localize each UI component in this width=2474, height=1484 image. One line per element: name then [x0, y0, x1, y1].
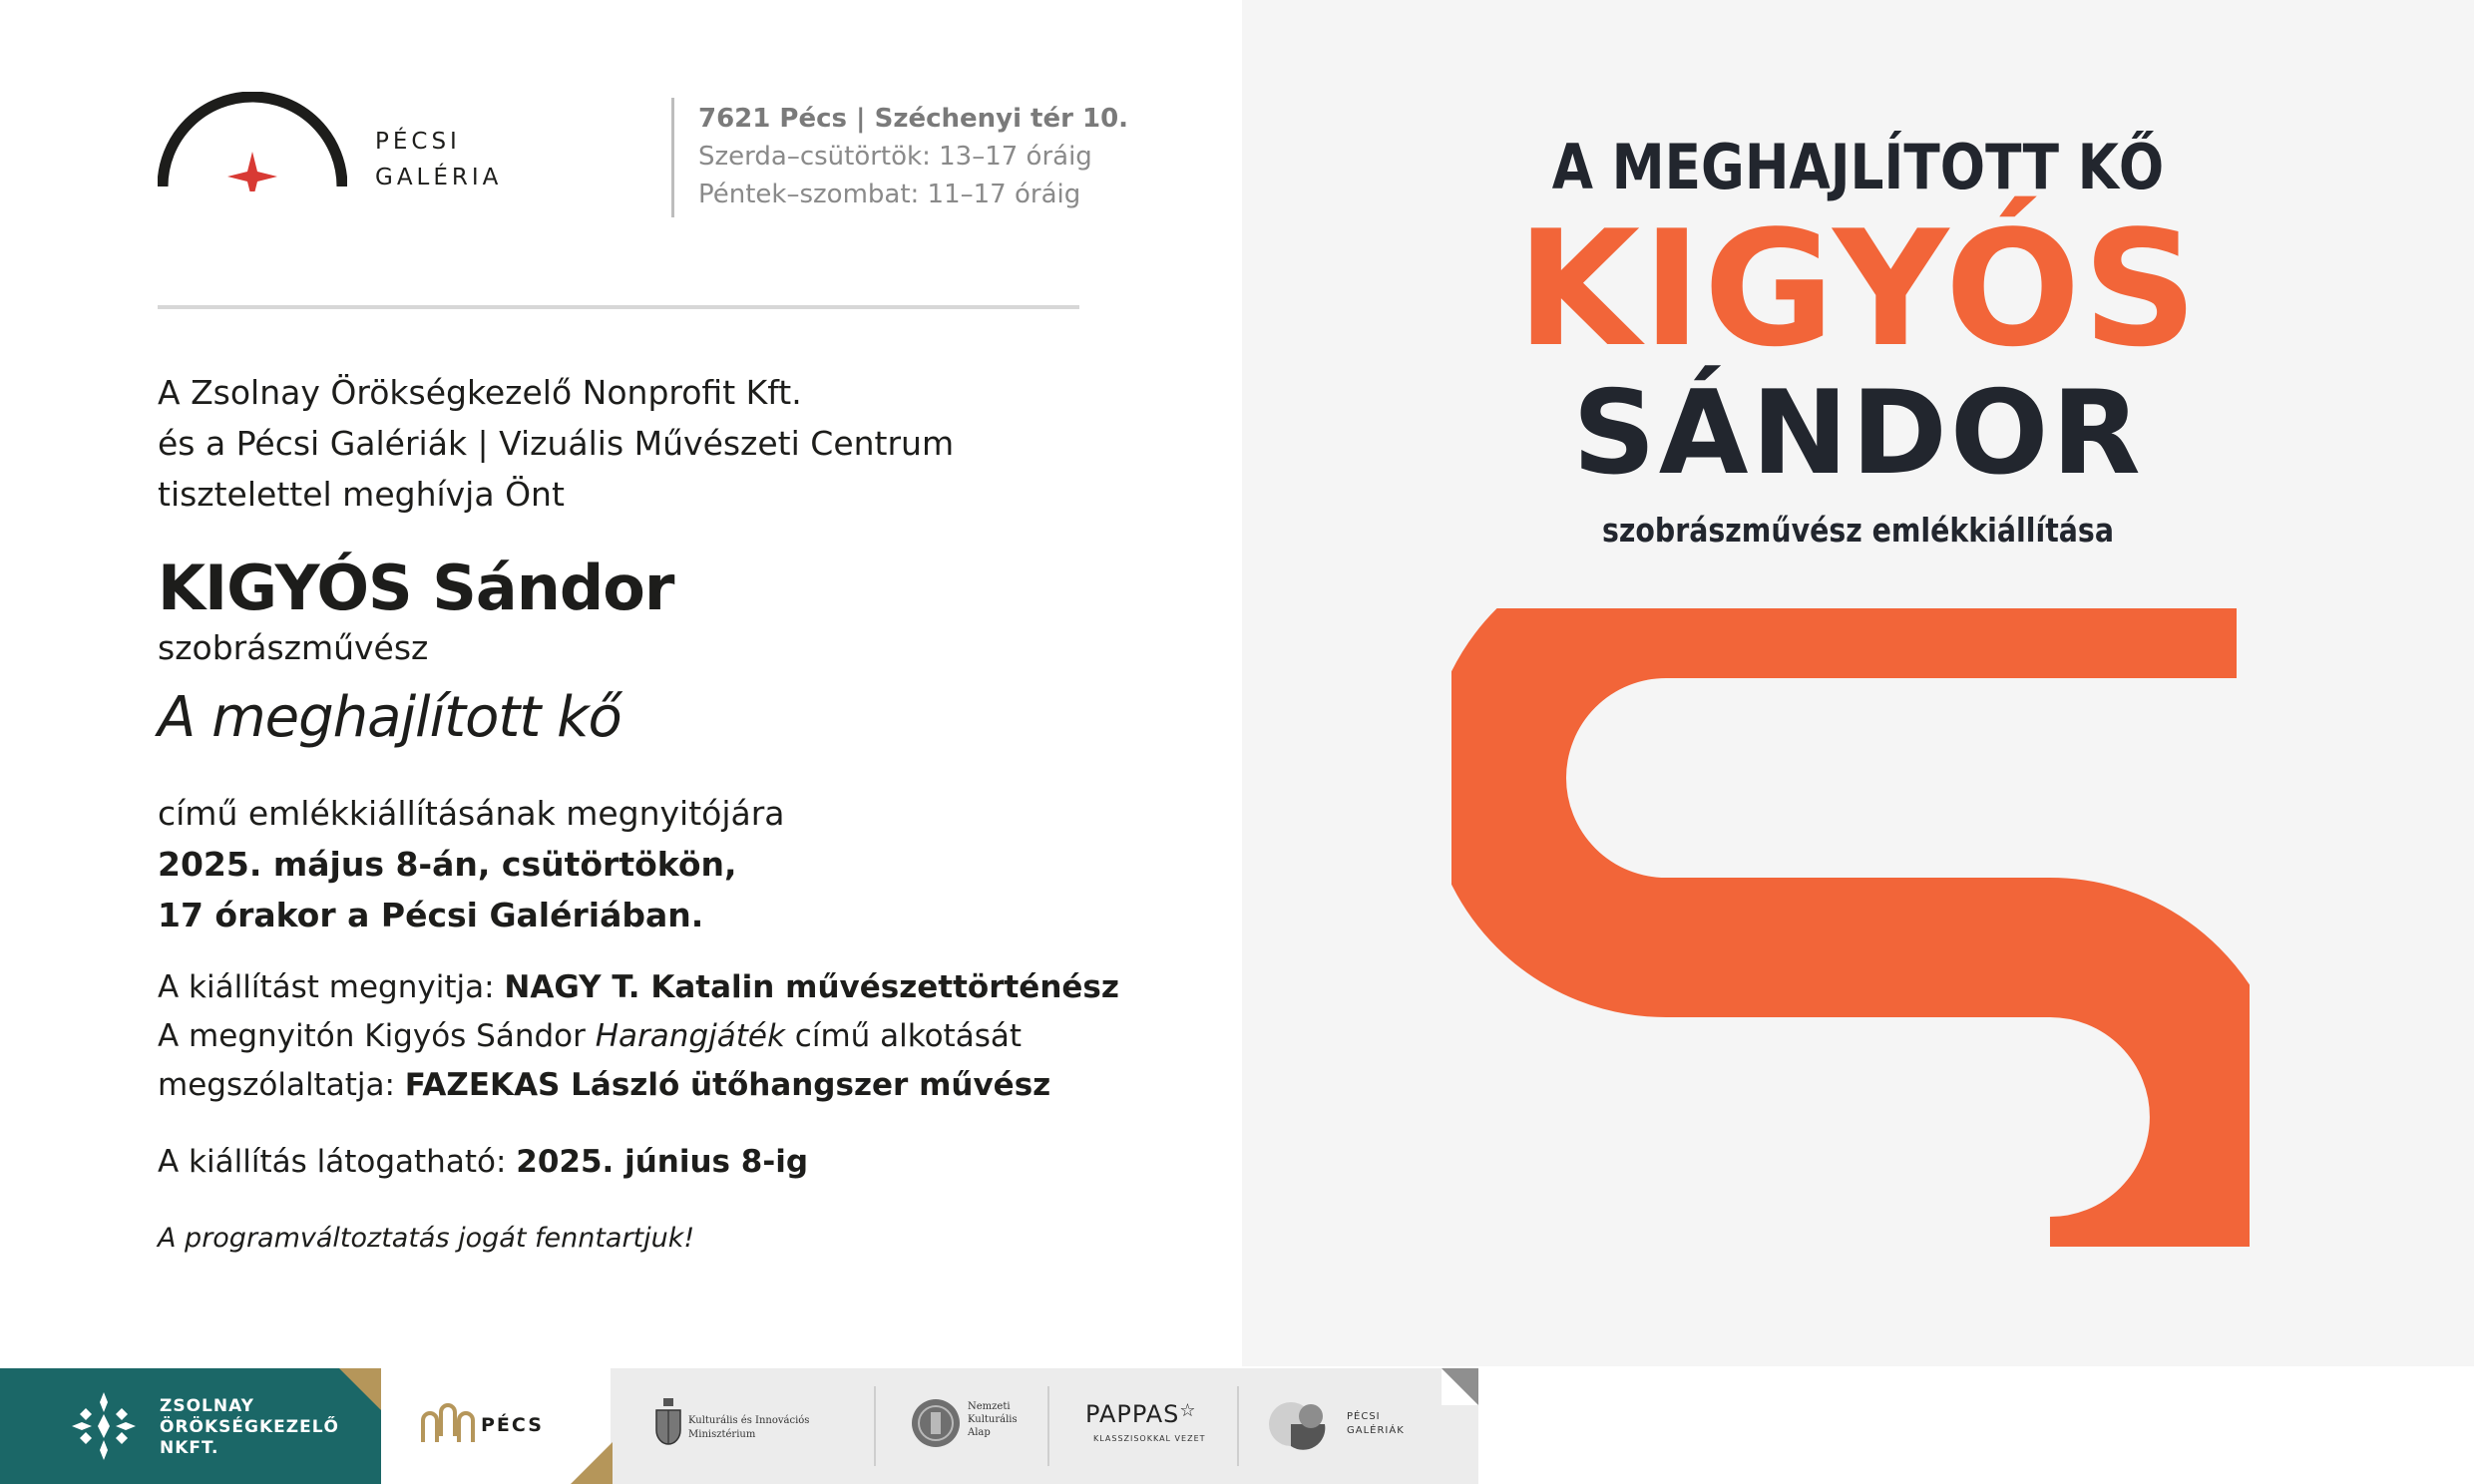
sponsor-separator-1 [874, 1386, 876, 1466]
artist-name: KIGYÓS Sándor [158, 552, 674, 624]
opening-date: 2025. május 8-án, csütörtökön, [158, 845, 737, 884]
pecsi-galeriak-logo-icon [1267, 1398, 1339, 1450]
pecs-wordmark: PÉCS [481, 1414, 544, 1436]
address-divider [671, 98, 674, 217]
gallery-address: 7621 Pécs | Széchenyi tér 10. [698, 104, 1129, 134]
nka-wordmark [968, 1400, 1018, 1439]
grey-corner-icon [1442, 1368, 1478, 1405]
nka-line-1: Nemzeti [968, 1401, 1011, 1412]
music-text-2: című alkotását [794, 1018, 1023, 1054]
opener-label: A kiállítást megnyitja: [158, 969, 495, 1005]
musician-line [158, 1061, 1119, 1110]
zsolnay-wordmark [160, 1396, 339, 1459]
opening-time-place: 17 órakor a Pécsi Galériában. [158, 896, 704, 934]
nka-logo-icon [910, 1394, 962, 1452]
star-icon: ☆ [1179, 1400, 1197, 1421]
opener-name: NAGY T. Katalin művészettörténész [504, 969, 1119, 1005]
opening-hours-1: Szerda–csütörtök: 13–17 óráig [698, 142, 1092, 172]
ministry-line-1: Kulturális és Innovációs [688, 1415, 810, 1426]
zsolnay-line-1: ZSOLNAY [160, 1396, 254, 1416]
pappas-wordmark [1085, 1400, 1197, 1428]
pecs-logo-icon [419, 1402, 477, 1446]
logo-wordmark [375, 124, 502, 195]
sponsor-separator-3 [1237, 1386, 1239, 1466]
ministry-wordmark [688, 1414, 809, 1442]
poster-firstname: SÁNDOR [1572, 366, 2144, 501]
gold-corner-icon-2 [571, 1442, 613, 1484]
poster-caption: szobrászművész emlékkiállítása [1602, 511, 2114, 550]
pecsi-galeria-logo-icon [158, 92, 347, 191]
intro-line-2: és a Pécsi Galériák | Vizuális Művészeti Centrum [158, 424, 955, 463]
visit-label: A kiállítás látogatható: [158, 1144, 507, 1180]
music-text-1: A megnyitón Kigyós Sándor [158, 1018, 586, 1054]
intro-line-3: tisztelettel meghívja Önt [158, 475, 565, 514]
zsolnay-line-2: ÖRÖKSÉGKEZELŐ [160, 1417, 339, 1437]
gold-corner-icon [339, 1368, 381, 1410]
musician-label: megszólaltatja: [158, 1067, 395, 1103]
pappas-tagline: KLASSZISOKKAL VEZET [1093, 1434, 1206, 1443]
invitation-intro [158, 367, 954, 520]
pg-line-2: GALÉRIÁK [1347, 1425, 1405, 1436]
serpent-graphic [1451, 608, 2250, 1247]
opening-info [158, 788, 785, 940]
nka-line-3: Alap [968, 1427, 991, 1438]
logo-line-2: GALÉRIA [375, 165, 503, 190]
opener-line [158, 963, 1119, 1012]
header-divider [158, 305, 1079, 309]
pg-line-1: PÉCSI [1347, 1411, 1381, 1422]
zsolnay-line-3: NKFT. [160, 1438, 219, 1458]
sponsor-separator-2 [1047, 1386, 1049, 1466]
disclaimer-note: A programváltoztatás jogát fenntartjuk! [158, 1223, 695, 1254]
opening-hours-2: Péntek–szombat: 11–17 óráig [698, 180, 1081, 209]
nka-line-2: Kulturális [968, 1414, 1018, 1425]
ministry-line-2: Minisztérium [688, 1429, 756, 1440]
visit-until: 2025. június 8-ig [516, 1144, 809, 1180]
poster-subtitle: A MEGHAJLÍTOTT KŐ [1551, 131, 2165, 203]
artist-role: szobrászművész [158, 628, 429, 667]
gallery-info [698, 100, 1128, 213]
program-details [158, 963, 1119, 1110]
pappas-text: PAPPAS [1085, 1400, 1180, 1428]
poster-surname: KIGYÓS [1516, 195, 2200, 382]
exhibition-title: A meghajlított kő [158, 685, 621, 750]
hungarian-coat-of-arms-icon [653, 1396, 683, 1452]
zsolnay-logo-icon [64, 1388, 144, 1464]
pecsi-galeriak-wordmark [1347, 1410, 1405, 1438]
music-line [158, 1012, 1119, 1061]
visit-info [158, 1137, 808, 1188]
music-work: Harangjáték [595, 1018, 785, 1054]
opening-line-1: című emlékkiállításának megnyitójára [158, 794, 785, 833]
logo-line-1: PÉCSI [375, 129, 461, 155]
intro-line-1: A Zsolnay Örökségkezelő Nonprofit Kft. [158, 373, 802, 412]
musician-name: FAZEKAS László ütőhangszer művész [404, 1067, 1051, 1103]
